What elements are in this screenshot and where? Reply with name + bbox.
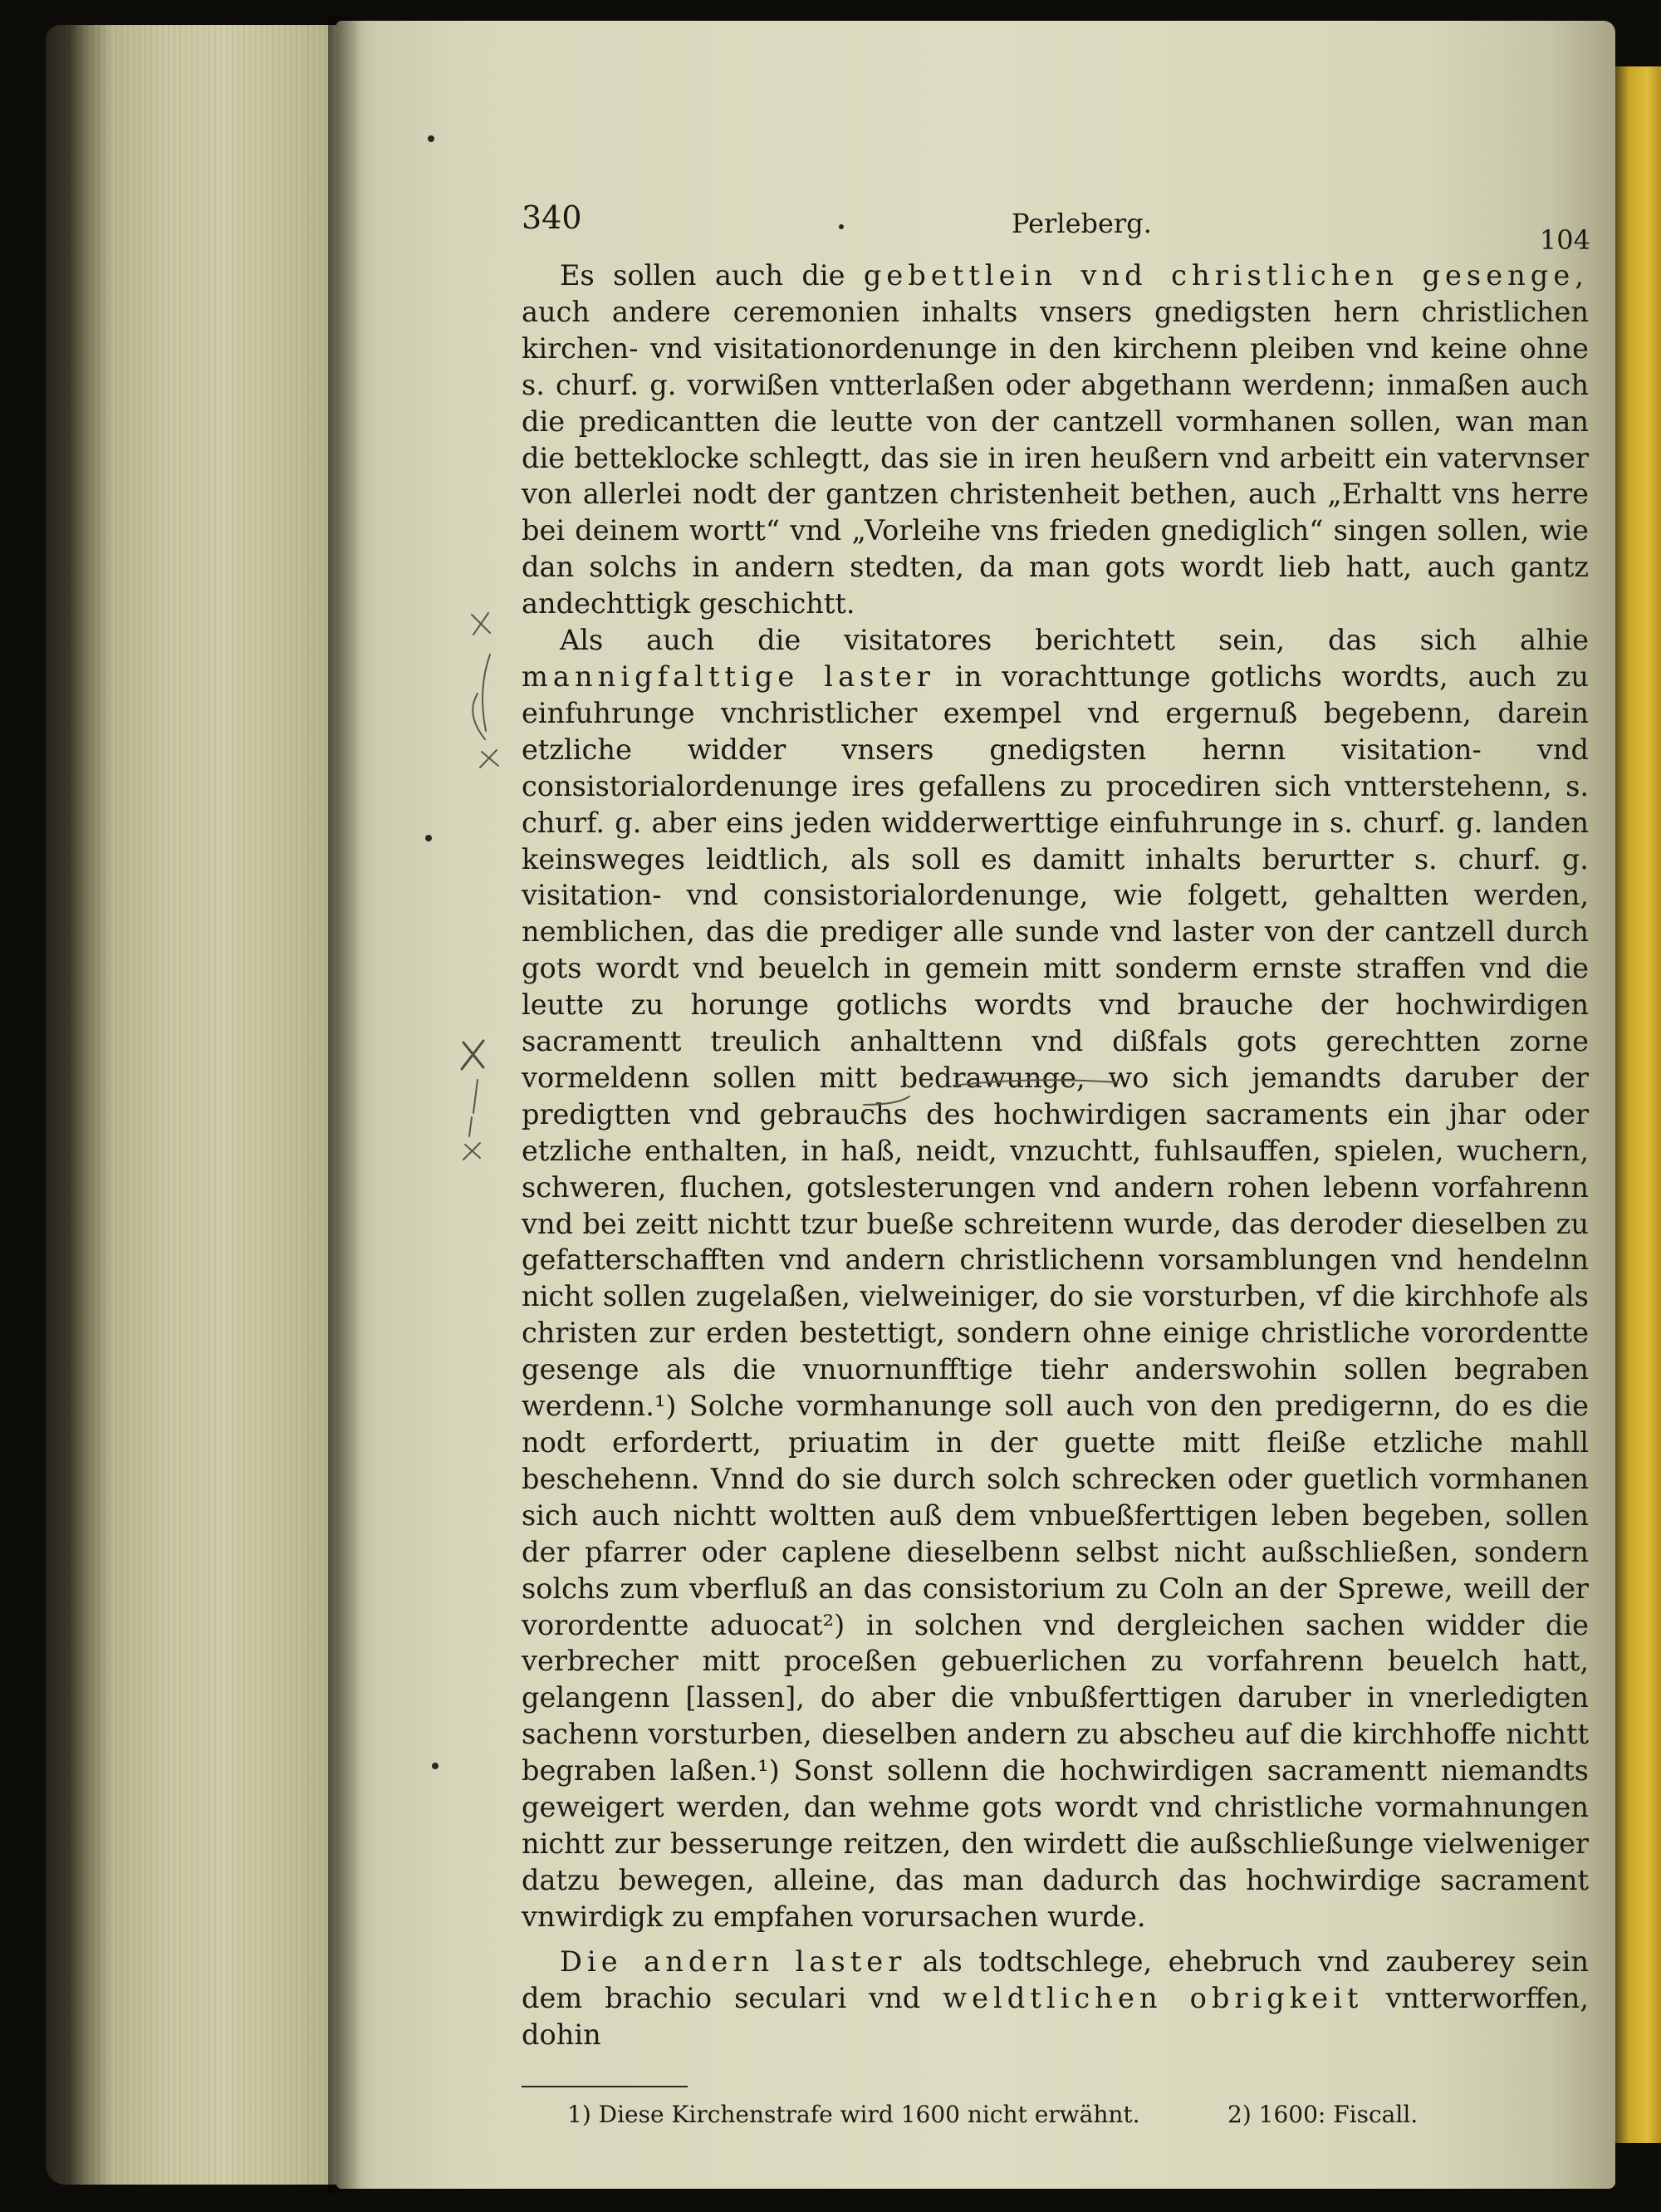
page-header <box>522 199 1589 257</box>
paragraph-2: Als auch die visitatores berichtett sein, das sich alhie mannigfalttige laster in vorachttunge gotlichs wordts, auch zu einfuhrunge vnchristlicher exempel vnd ergernuß begebenn, darein etzliche widder vnsers gnedigsten hernn visitation- vnd consistorialordenunge ires gefallens zu procediren sich vntterstehenn, s. churf. g. aber eins jeden widderwerttige einfuhrunge in s. churf. g. landen keinsweges leidtlich, als soll es damitt inhalts berurtter s. churf. g. visitation- vnd consistorialordenunge, wie folgett, gehaltten werden, nemblichen, das die prediger alle sunde vnd laster von der cantzell durch gots wordt vnd beuelch in gemein mitt sonderm ernste straffen vnd die leutte zu horunge gotlichs wordts vnd brauche der hochwirdigen sacramentt treulich anhalttenn vnd dißfals gots gerechtten zorne vormeldenn sollen mitt bedrawunge, wo sich jemandts daruber der predigtten vnd gebrauchs des hochwirdigen sacraments ein jhar oder etzliche enthalten, in haß, neidt, vnzuchtt, fuhlsauffen, spielen, wuchern, schweren, fluchen, gotslesterungen vnd andern rohen lebenn vorfahrenn vnd bei zeitt nichtt tzur bueße schreitenn wurde, das deroder dieselben zu gefatterschafften vnd andern christlichenn vorsamblungen vnd hendelnn nicht sollen zugelaßen, vielweiniger, do sie vorsturben, vf die kirchhofe als christen zur erden bestettigt, sondern ohne einige christliche vorordentte gesenge als die vnuornunfftige tiehr anderswohin sollen begraben werdenn.¹) Solche vormhanunge soll auch von den predigernn, do es die nodt erfordertt, priuatim in der guette mitt fleiße etzliche mahll beschehenn. Vnnd do sie durch solch schrecken oder guetlich vormhanen sich auch nichtt woltten auß dem vnbueßferttigen leben begeben, sollen der pfarrer oder caplene dieselbenn selbst nicht außschließen, sondern solchs zum vberfluß an das consistorium zu Coln an der Sprewe, weill der vorordentte aduocat²) in solchen vnd dergleichen sachen widder die verbrecher mitt proceßen gebuerlichen zu vorfahrenn beuelch hatt, gelangenn [lassen], do aber die vnbußferttigen daruber in vnerledigten sachenn vorsturben, dieselben andern zu abscheu auf die kirchhoffe nichtt begraben laßen.¹) Sonst sollenn die hochwirdigen sacramentt niemandts geweigert werden, dan wehme gots wordt vnd christliche vormahnungen nichtt zur besserunge reitzen, den wirdett die außschließunge vielweniger datzu bewegen, alleine, das man dadurch das hochwirdige sacrament vnwirdigk zu empfahen vorursachen wurde. <box>522 624 1589 1933</box>
footnote-rule <box>522 2086 688 2087</box>
footnotes <box>522 2101 1589 2142</box>
page-edges <box>46 25 345 2185</box>
running-title: Perleberg. <box>1012 208 1152 239</box>
facing-page-edge <box>1615 66 1661 2143</box>
paragraph-1: Es sollen auch die gebettlein vnd christlichen gesenge, auch andere ceremonien inhalts vnsers gnedigsten hern christlichen kirchen- vnd visitationordenunge in den kirchenn pleiben vnd keine ohne s. churf. g. vorwißen vntterlaßen oder abgethann werdenn; inmaßen auch die predicantten die leutte von der cantzell vormhanen sollen, wan man die betteklocke schlegtt, das sie in iren heußern vnd arbeitt ein vatervnser von allerlei nodt der gantzen christenheit bethen, auch „Erhaltt vns herre bei deinem wortt“ vnd „Vorleihe vns frieden gnediglich“ singen sollen, wie dan solchs in andern stedten, da man gots wordt lieb hatt, auch gantz andechttigk geschichtt. <box>522 259 1589 620</box>
page-text <box>522 199 1589 2142</box>
footnote-2: 2) 1600: Fiscall. <box>1227 2101 1418 2129</box>
speck <box>428 135 434 142</box>
page-number: 340 <box>522 199 582 236</box>
folio-number: 104 <box>1539 224 1590 256</box>
paragraph-3: Die andern laster als todtschlege, ehebruch vnd zauberey sein dem brachio seculari vnd weldtlichen obrigkeit vntterworffen, dohin <box>522 1945 1589 2051</box>
gutter-shadow <box>328 17 361 2193</box>
speck <box>425 835 432 841</box>
footnote-1: 1) Diese Kirchenstrafe wird 1600 nicht erwähnt. <box>567 2101 1140 2129</box>
speck <box>432 1763 439 1769</box>
